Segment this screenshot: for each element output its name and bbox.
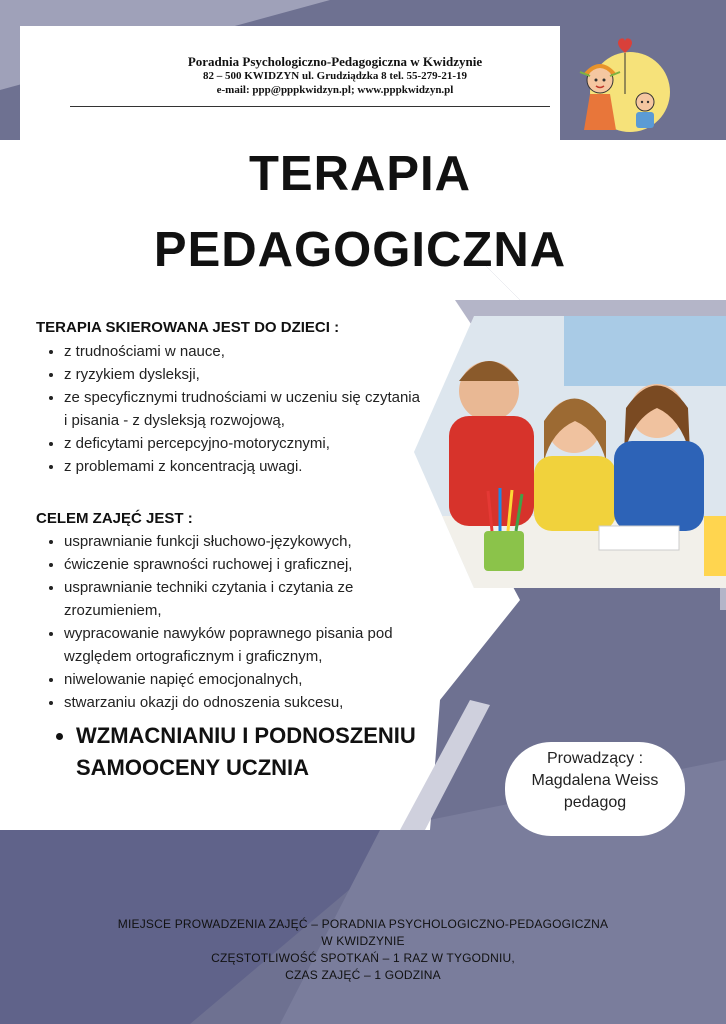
target-list	[36, 340, 464, 478]
footer-location-city: W KWIDZYNIE	[321, 934, 405, 948]
highlight-item: • WZMACNIANIU I PODNOSZENIU SAMOOCENY UCZNIA	[76, 720, 456, 784]
list-item: • niwelowanie napięć emocjonalnych,	[64, 668, 464, 691]
institution-contact: e-mail: ppp@pppkwidzyn.pl; www.pppkwidzyn.pl	[216, 84, 454, 96]
goals-heading: CELEM ZAJĘĆ JEST :	[36, 510, 193, 527]
institution-address: 82 – 500 KWIDZYN ul. Grudziądzka 8 tel. 55-279-21-19	[203, 70, 467, 82]
title-line-2: PEDAGOGICZNA	[153, 223, 567, 277]
leader-badge	[505, 742, 685, 836]
institution-name: Poradnia Psychologiczno-Pedagogiczna w Kwidzynie	[187, 54, 483, 69]
footer-frequency: CZĘSTOTLIWOŚĆ SPOTKAŃ – 1 RAZ W TYGODNIU,	[211, 951, 515, 965]
list-item: • stwarzaniu okazji do odnoszenia sukcesu,	[64, 691, 464, 714]
list-item: • usprawnianie techniki czytania i czytania ze zrozumieniem,	[64, 576, 424, 622]
list-item: • wypracowanie nawyków poprawnego pisania pod względem ortograficznym i graficznym,	[64, 622, 424, 668]
leader-label: Prowadzący :	[546, 750, 644, 767]
footer-duration: CZAS ZAJĘĆ – 1 GODZINA	[285, 968, 441, 982]
list-item: • usprawnianie funkcji słuchowo-językowych,	[64, 530, 464, 553]
list-item: • z ryzykiem dysleksji,	[64, 363, 464, 386]
children-logo-icon	[568, 30, 673, 140]
goals-list	[36, 530, 464, 714]
title-line-1: TERAPIA	[248, 147, 472, 201]
footer-location: MIEJSCE PROWADZENIA ZAJĘĆ – PORADNIA PSYCHOLOGICZNO-PEDAGOGICZNA	[117, 917, 609, 931]
list-item: • ćwiczenie sprawności ruchowej i graficznej,	[64, 553, 464, 576]
highlight-list	[40, 720, 456, 784]
list-item: • ze specyficznymi trudnościami w uczeniu się czytania i pisania - z dysleksją rozwojową,	[64, 386, 424, 432]
target-heading: TERAPIA SKIEROWANA JEST DO DZIECI :	[36, 319, 340, 336]
list-item: • z deficytami percepcyjno-motorycznymi,	[64, 432, 464, 455]
list-item: • z problemami z koncentracją uwagi.	[64, 455, 464, 478]
leader-role: pedagog	[563, 794, 627, 811]
list-item: • z trudnościami w nauce,	[64, 340, 464, 363]
leader-name: Magdalena Weiss	[531, 772, 659, 789]
header-divider	[70, 106, 550, 107]
